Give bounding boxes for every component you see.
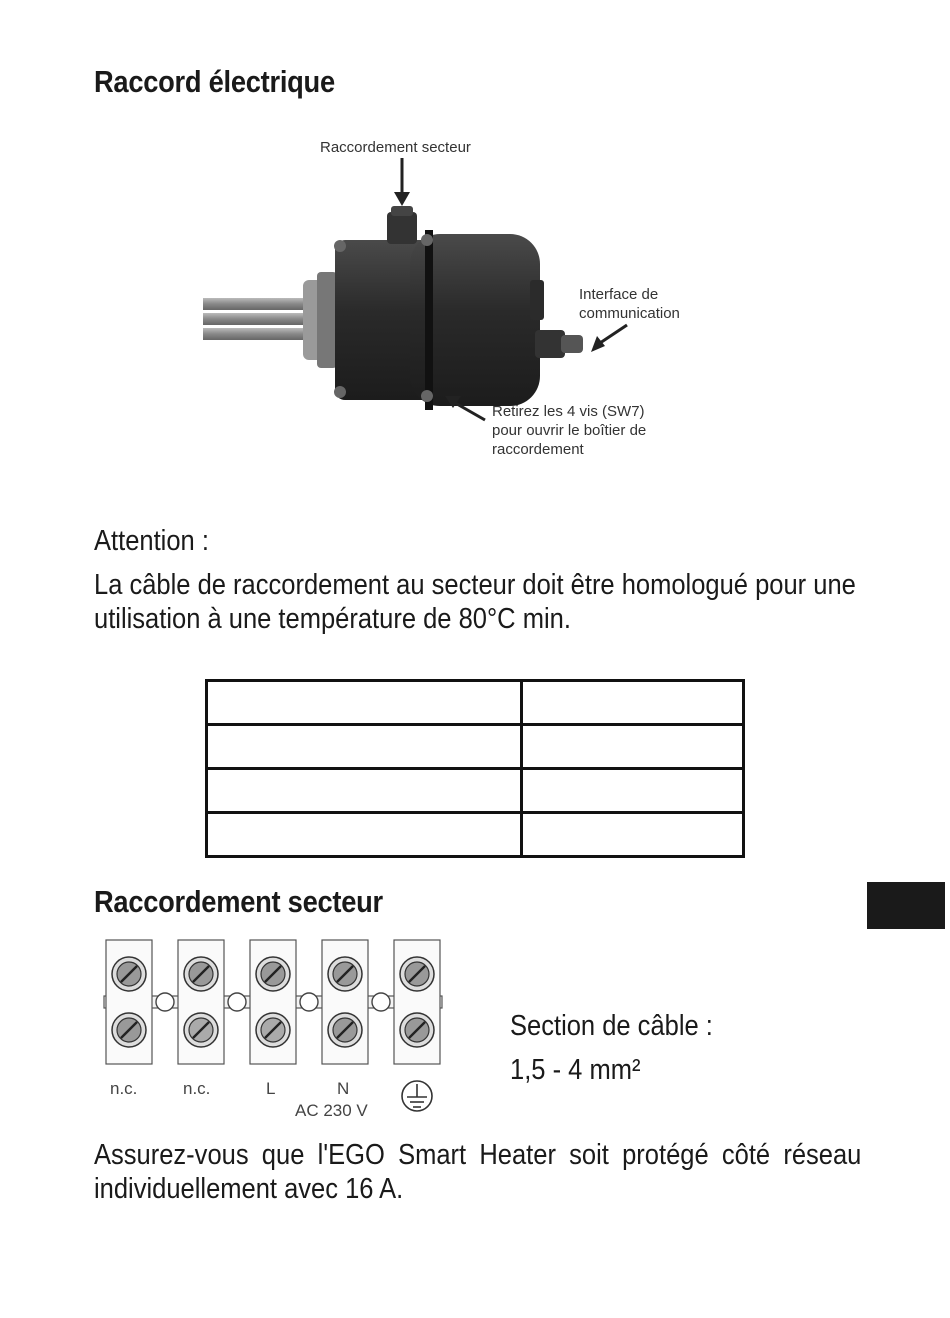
terminal-voltage-label: AC 230 V (295, 1101, 368, 1120)
table-cell (522, 769, 744, 813)
terminal-label-l: L (266, 1079, 276, 1098)
terminal-column (322, 940, 368, 1064)
callout-mains-connection: Raccordement secteur (320, 139, 471, 156)
cable-section-label: Section de câble : (510, 1010, 713, 1042)
callout-line: Retirez les 4 vis (SW7) (492, 403, 645, 420)
terminal-screw-icon (256, 1013, 290, 1047)
cable-temperature-warning: La câble de raccordement au secteur doit être homologué pour une utilisation à une température de 80°C min. (94, 569, 856, 635)
table-row (207, 725, 744, 769)
terminal-column (106, 940, 152, 1064)
table-cell (522, 681, 744, 725)
bridge-hole (156, 993, 174, 1011)
callout-line: communication (579, 305, 680, 322)
callout-remove-screws (492, 402, 692, 459)
table-row (207, 769, 744, 813)
callout-communication-interface (579, 285, 709, 323)
terminal-label-nc-1: n.c. (110, 1079, 138, 1098)
terminal-column (394, 940, 440, 1064)
callout-line: Interface de (579, 286, 659, 303)
fuse-protection-note: Assurez-vous que l'EGO Smart Heater soit protégé côté réseau individuellement avec 16 A. (94, 1139, 862, 1205)
table-row (207, 681, 744, 725)
callout-line: pour ouvrir le boîtier de (492, 422, 647, 439)
table-cell (522, 813, 744, 857)
table-cell (207, 725, 522, 769)
terminal-screw-icon (328, 957, 362, 991)
terminal-screw-icon (184, 1013, 218, 1047)
terminal-screw-icon (400, 957, 434, 991)
chapter-tab-marker (867, 882, 945, 929)
terminal-screw-icon (184, 957, 218, 991)
spec-table (205, 679, 745, 858)
section-title-mains: Raccordement secteur (94, 884, 383, 919)
terminal-label-n: N (337, 1079, 350, 1098)
terminal-screw-icon (256, 957, 290, 991)
bridge-hole (228, 993, 246, 1011)
terminal-screw-icon (112, 957, 146, 991)
cable-section-value: 1,5 - 4 mm² (510, 1054, 641, 1086)
bridge-hole (300, 993, 318, 1011)
section-title-electrical: Raccord électrique (94, 64, 335, 99)
attention-label: Attention : (94, 525, 209, 557)
bridge-hole (372, 993, 390, 1011)
callout-line: raccordement (492, 441, 584, 458)
table-cell (522, 725, 744, 769)
terminal-screw-icon (400, 1013, 434, 1047)
table-cell (207, 813, 522, 857)
table-cell (207, 769, 522, 813)
table-cell (207, 681, 522, 725)
table-row (207, 813, 744, 857)
terminal-label-nc-2: n.c. (183, 1079, 211, 1098)
terminal-column (250, 940, 296, 1064)
terminal-column (178, 940, 224, 1064)
terminal-screw-icon (328, 1013, 362, 1047)
terminal-screw-icon (112, 1013, 146, 1047)
ground-icon (402, 1081, 432, 1111)
